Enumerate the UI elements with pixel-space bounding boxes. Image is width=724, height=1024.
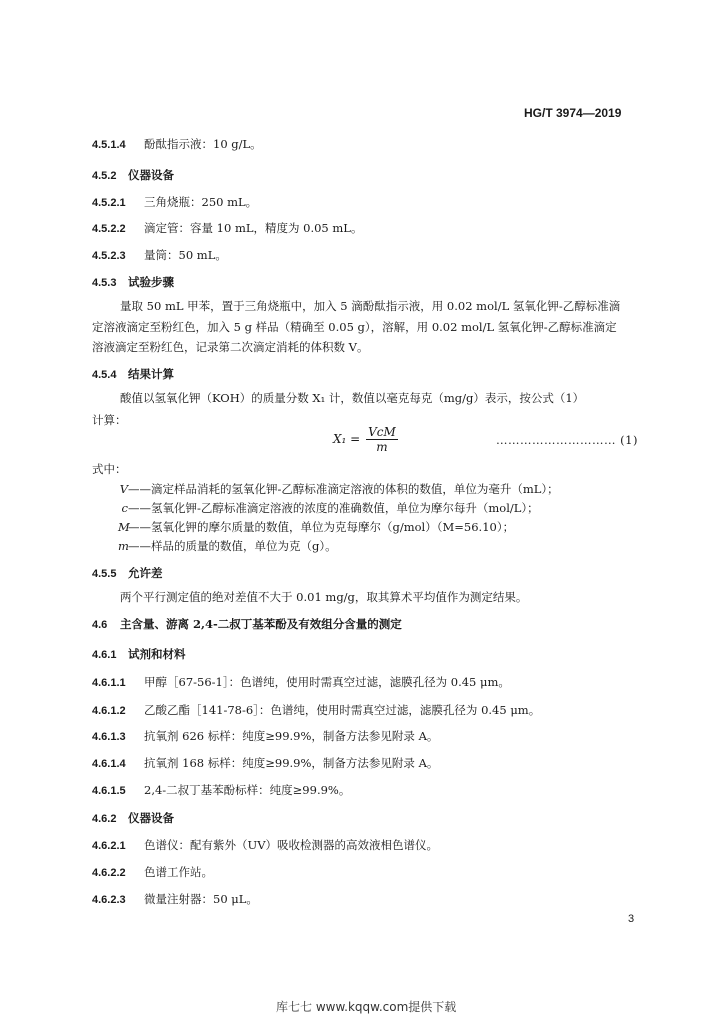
clause-4-6-1-4: 4.6.1.4 抗氧剂 168 标样：纯度≥99.9%，制备方法参见附录 A。 — [92, 756, 439, 770]
formula-reference: ………………………… (1) — [496, 433, 638, 447]
standard-code: HG/T 3974—2019 — [524, 106, 622, 120]
clause-4-6-1-2: 4.6.1.2 乙酸乙酯［141-78-6］：色谱纯，使用时需真空过滤，滤膜孔径为 0.45 μm。 — [92, 703, 541, 717]
variable-definition: c——氢氧化钾-乙醇标准滴定溶液的浓度的准确数值，单位为摩尔每升（mol/L）； — [121, 501, 539, 515]
clause-4-6-1-3: 4.6.1.3 抗氧剂 626 标样：纯度≥99.9%，制备方法参见附录 A。 — [92, 729, 439, 743]
clause-4-5-3: 4.5.3 试验步骤 — [92, 275, 174, 289]
variable-definition: M——氢氧化钾的摩尔质量的数值，单位为克每摩尔（g/mol）（M=56.10）； — [118, 520, 515, 534]
variable-definition: m——样品的质量的数值，单位为克（g）。 — [118, 539, 337, 553]
variable-definition: V——滴定样品消耗的氢氧化钾-乙醇标准滴定溶液的体积的数值，单位为毫升（mL）； — [119, 482, 559, 496]
formula-lhs: X₁ = — [333, 432, 361, 446]
clause-4-5-2: 4.5.2 仪器设备 — [92, 168, 174, 182]
clause-4-6-1-1: 4.6.1.1 甲醇［67-56-1］：色谱纯，使用时需真空过滤，滤膜孔径为 0.45 μm。 — [92, 675, 510, 689]
formula — [333, 425, 398, 454]
formula-fraction — [366, 425, 398, 454]
procedure-line-1: 量取 50 mL 甲苯，置于三角烧瓶中，加入 5 滴酚酞指示液，用 0.02 mol/L 氢氧化钾-乙醇标准滴 — [120, 299, 621, 313]
clause-4-6-1: 4.6.1 试剂和材料 — [92, 647, 186, 661]
where-label: 式中： — [92, 462, 127, 476]
clause-4-5-2-1: 4.5.2.1 三角烧瓶：250 mL。 — [92, 195, 258, 209]
clause-4-6-2-2: 4.6.2.2 色谱工作站。 — [92, 865, 213, 879]
clause-4-6-2-3: 4.6.2.3 微量注射器：50 μL。 — [92, 892, 258, 906]
download-footer[interactable]: 库七七 www.kqqw.com提供下载 — [276, 1000, 457, 1014]
clause-4-5-2-2: 4.5.2.2 滴定管：容量 10 mL，精度为 0.05 mL。 — [92, 221, 363, 235]
clause-4-5-2-3: 4.5.2.3 量筒：50 mL。 — [92, 248, 227, 262]
formula-denominator: m — [376, 440, 388, 454]
clause-4-6: 4.6 主含量、游离 2,4-二叔丁基苯酚及有效组分含量的测定 — [92, 617, 402, 631]
formula-numerator: VcM — [368, 425, 396, 439]
calc-line-1: 酸值以氢氧化钾（KOH）的质量分数 X₁ 计，数值以毫克每克（mg/g）表示，按公式（1） — [120, 391, 585, 405]
clause-4-5-5: 4.5.5 允许差 — [92, 566, 163, 580]
clause-4-6-2-1: 4.6.2.1 色谱仪：配有紫外（UV）吸收检测器的高效液相色谱仪。 — [92, 838, 438, 852]
tolerance-text: 两个平行测定值的绝对差值不大于 0.01 mg/g，取其算术平均值作为测定结果。 — [120, 590, 528, 604]
calc-line-2: 计算： — [92, 413, 127, 427]
procedure-line-2: 定溶液滴定至粉红色，加入 5 g 样品（精确至 0.05 g），溶解，用 0.02 mol/L 氢氧化钾-乙醇标准滴定 — [92, 320, 617, 334]
clause-4-5-4: 4.5.4 结果计算 — [92, 367, 174, 381]
procedure-line-3: 溶液滴定至粉红色，记录第二次滴定消耗的体积数 V。 — [92, 340, 369, 354]
clause-4-5-1-4: 4.5.1.4 酚酞指示液：10 g/L。 — [92, 137, 262, 151]
page-number: 3 — [628, 913, 635, 925]
clause-4-6-2: 4.6.2 仪器设备 — [92, 811, 174, 825]
clause-4-6-1-5: 4.6.1.5 2,4-二叔丁基苯酚标样：纯度≥99.9%。 — [92, 783, 351, 797]
